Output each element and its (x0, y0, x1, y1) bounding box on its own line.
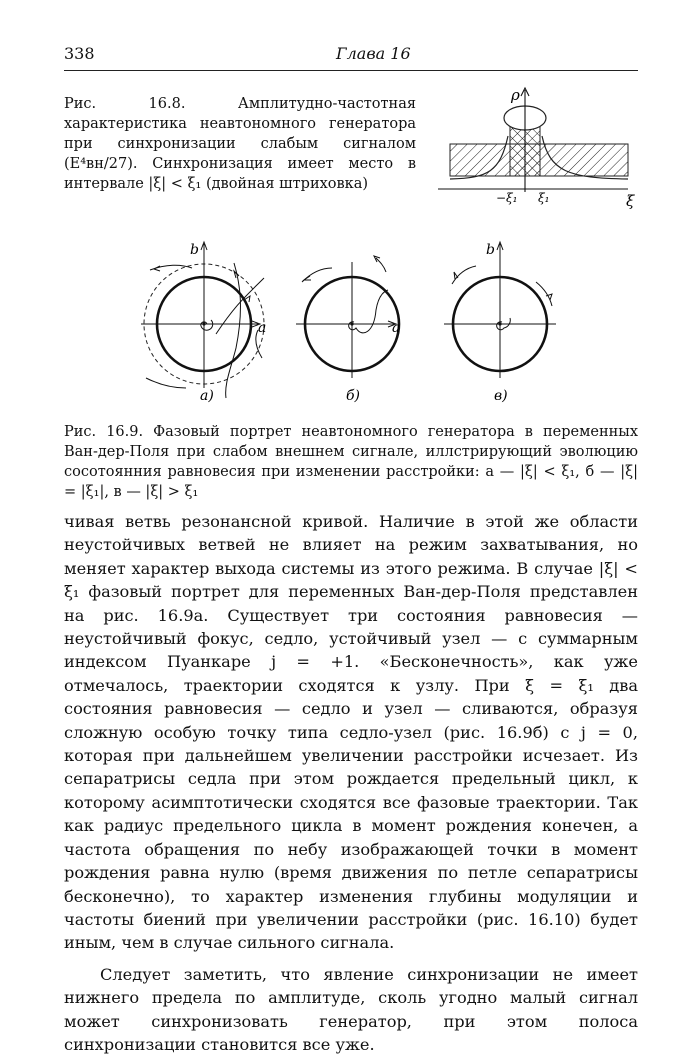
tick-label-neg-xi1: −ξ₁ (496, 191, 518, 205)
body-text (64, 510, 638, 1056)
paragraph-1: чивая ветвь резонансной кривой. Наличие в этой же области неустойчивых ветвей не влияет на режим захватывания, но меняет характер выхода системы из этого режима. В случае |ξ| < ξ₁ фазовый портрет для переменных Ван-дер-Поля представлен на рис. 16.9а. Существует три состояния равновесия — неустойчивый фокус, седло, устойчивый узел — с суммарным индексом Пуанкаре j = +1. «Бесконечность», как уже отмечалось, траектории сходятся к узлу. При ξ = ξ₁ два состояния равновесия — седло и узел — сливаются, образуя сложную особую точку типа седло-узел (рис. 16.9б) с j = 0, которая при дальнейшем увеличении расстройки исчезает. Из сепаратрисы седла при этом рождается предельный цикл, к которому асимптотически сходятся все фазовые траектории. Так как радиус предельного цикла в момент рождения конечен, а частота обращения по небу изображающей точки в момент рождения равна нулю (время движения по петле сепаратрисы бесконечно), то характер изменения глубины модуляции и частоты биений при увеличении расстройки (рис. 16.10) будет иным, чем в случае сильного сигнала. (64, 512, 638, 953)
trajectory-a4 (146, 378, 186, 388)
figure-16-9-caption: Рис. 16.9. Фазовый портрет неавтономного генератора в переменных Ван-дер-Поля при слабом внешнем сигнале, иллстрирующий эволюцию сосотоянния равновесия при изменении расстройки: а — |ξ| < ξ₁, б — |ξ| = |ξ₁|, в — |ξ| > ξ₁ (64, 424, 638, 500)
figure-16-9 (136, 238, 576, 408)
x-axis-label: ξ (626, 192, 635, 210)
panel-label-a: а) (200, 388, 214, 404)
page-number: 338 (64, 44, 95, 63)
axis-b-label-c: b (486, 242, 495, 258)
axis-a-label-b: a (392, 320, 401, 336)
panel-label-c: в) (494, 388, 508, 404)
trajectory-b2 (376, 258, 386, 272)
focus-point-b (350, 322, 353, 325)
figure-16-8 (428, 84, 648, 214)
trajectory-c2 (536, 282, 552, 306)
panel-b (296, 256, 400, 404)
axis-a-label-a: a (258, 320, 267, 336)
panel-label-b: б) (346, 388, 361, 404)
axis-b-label-a: b (190, 242, 199, 258)
header-rule (64, 70, 638, 71)
panel-c (444, 242, 556, 404)
saddle-node-loop-b (349, 290, 388, 333)
figure-16-8-caption: Рис. 16.8. Амплитудно-частотная характеристика неавтономного генератора при синхронизации слабым сигналом (E⁴вн/27). Синхронизация имеет место в интервале |ξ| < ξ₁ (двойная штриховка) (64, 96, 416, 192)
focus-spiral-a (201, 320, 213, 330)
paragraph-2: Следует заметить, что явление синхронизации не имеет нижнего предела по амплитуде, сколь угодно малый сигнал может синхронизовать генератор, при этом полоса синхронизации становится все уже. (64, 964, 638, 1054)
tick-label-xi1: ξ₁ (538, 191, 550, 205)
focus-point-a (202, 322, 205, 325)
focus-point-c (498, 322, 501, 325)
running-head: Глава 16 (336, 44, 411, 63)
y-axis-label: ρ (511, 86, 520, 104)
flow-arrow-a3 (154, 266, 160, 271)
panel-a (141, 242, 266, 404)
